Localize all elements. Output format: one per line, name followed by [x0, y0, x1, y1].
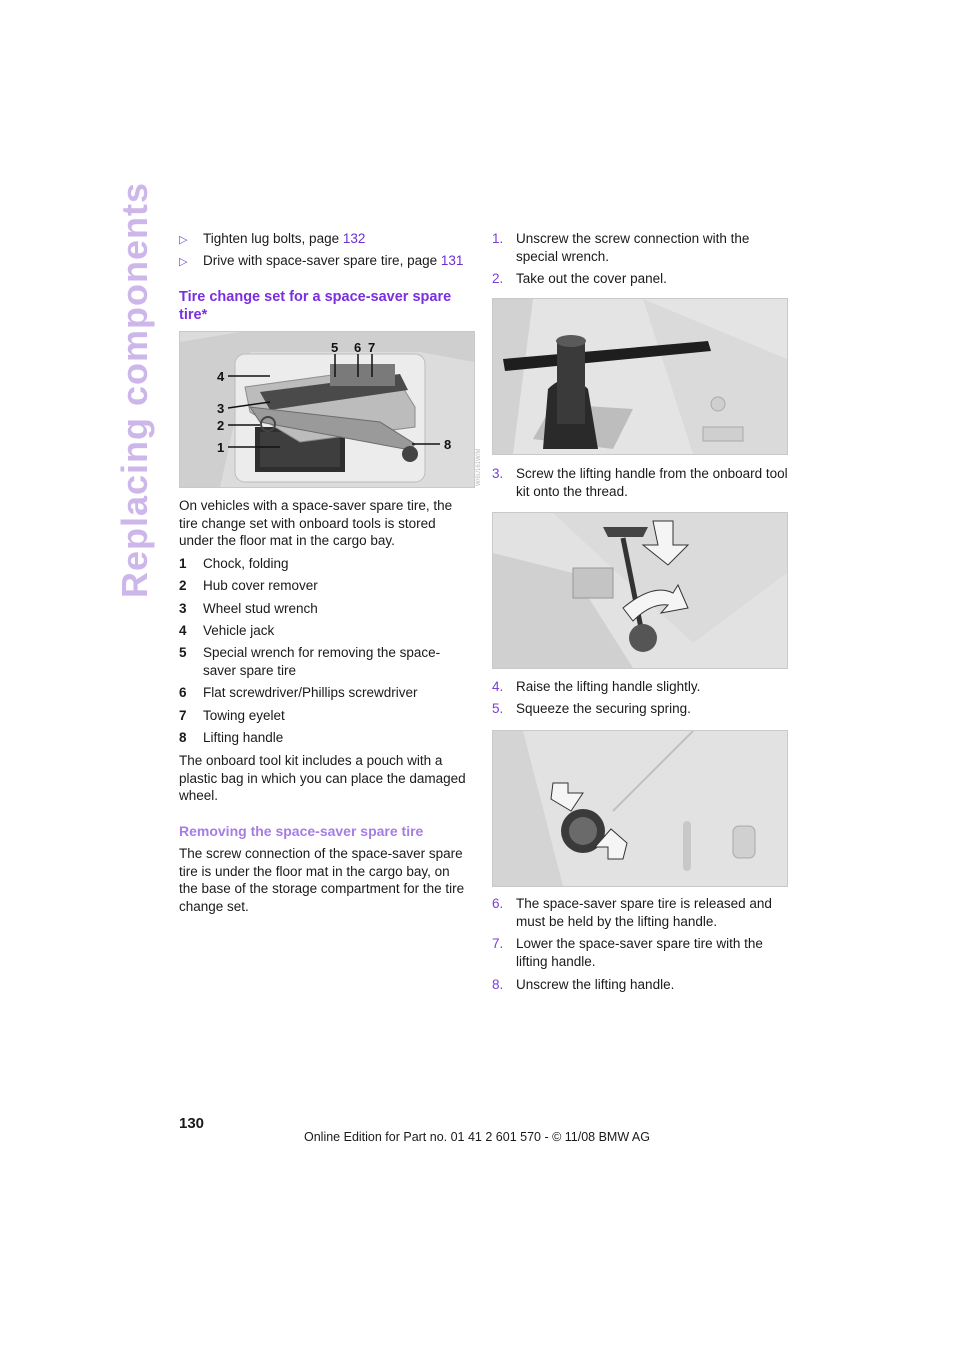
list-item: 7 Towing eyelet [179, 708, 285, 723]
step-item: 8. Unscrew the lifting handle. [492, 977, 675, 992]
pouch-paragraph: The onboard tool kit includes a pouch with a plastic bag in which you can place the damaged wheel. [179, 753, 466, 803]
bullet-item: ▷ Drive with space-saver spare tire, page 131 [179, 252, 479, 272]
list-item: 5 Special wrench for removing the space-saver spare tire [179, 645, 441, 678]
list-item: 8 Lifting handle [179, 730, 284, 745]
page-link[interactable]: 132 [342, 231, 366, 246]
callout-5: 5 [331, 340, 339, 355]
list-item: 4 Vehicle jack [179, 623, 275, 638]
triangle-bullet-icon: ▷ [179, 234, 188, 246]
callout-4: 4 [217, 369, 225, 384]
step-item: 6. The space-saver spare tire is released and must be held by the lifting handle. [492, 896, 772, 929]
page-number: 130 [179, 1115, 205, 1132]
figure-tool-kit [179, 331, 475, 488]
callout-3: 3 [217, 401, 225, 416]
callout-8: 8 [444, 437, 452, 452]
callout-6: 6 [354, 340, 362, 355]
callout-2: 2 [217, 418, 225, 433]
figure-special-wrench [492, 298, 788, 455]
figure-code: W/6U161W/M [476, 448, 482, 486]
figure-securing-spring [492, 730, 788, 887]
heading-removing-spare-tire: Removing the space-saver spare tire [179, 823, 424, 839]
step-item: 3. Screw the lifting handle from the onboard tool kit onto the thread. [492, 466, 788, 499]
callout-7: 7 [368, 340, 376, 355]
step-item: 7. Lower the space-saver spare tire with the lifting handle. [492, 936, 763, 969]
figure-lifting-handle [492, 512, 788, 669]
step-item: 5. Squeeze the securing spring. [492, 701, 691, 716]
list-item: 2 Hub cover remover [179, 578, 318, 593]
bullet-item: ▷ Tighten lug bolts, page 132 [179, 230, 479, 250]
heading-tire-change-set: Tire change set for a space-saver spare tire* [179, 289, 452, 323]
intro-paragraph: On vehicles with a space-saver spare tire, the tire change set with onboard tools is stored under the floor mat in the cargo bay. [179, 498, 453, 548]
list-item: 3 Wheel stud wrench [179, 601, 318, 616]
list-item: 6 Flat screwdriver/Phillips screwdriver [179, 685, 418, 700]
step-item: 1. Unscrew the screw connection with the special wrench. [492, 231, 750, 264]
removing-paragraph: The screw connection of the space-saver spare tire is under the floor mat in the cargo bay, on the base of the storage compartment for the tire change set. [179, 846, 465, 914]
callout-1: 1 [217, 440, 225, 455]
triangle-bullet-icon: ▷ [179, 256, 188, 268]
step-item: 4. Raise the lifting handle slightly. [492, 679, 701, 694]
step-item: 2. Take out the cover panel. [492, 271, 667, 286]
section-title: Replacing components [114, 181, 155, 598]
footer-text: Online Edition for Part no. 01 41 2 601 570 - © 11/08 BMW AG [304, 1130, 650, 1144]
page-link[interactable]: 131 [440, 253, 464, 268]
list-item: 1 Chock, folding [179, 556, 289, 571]
